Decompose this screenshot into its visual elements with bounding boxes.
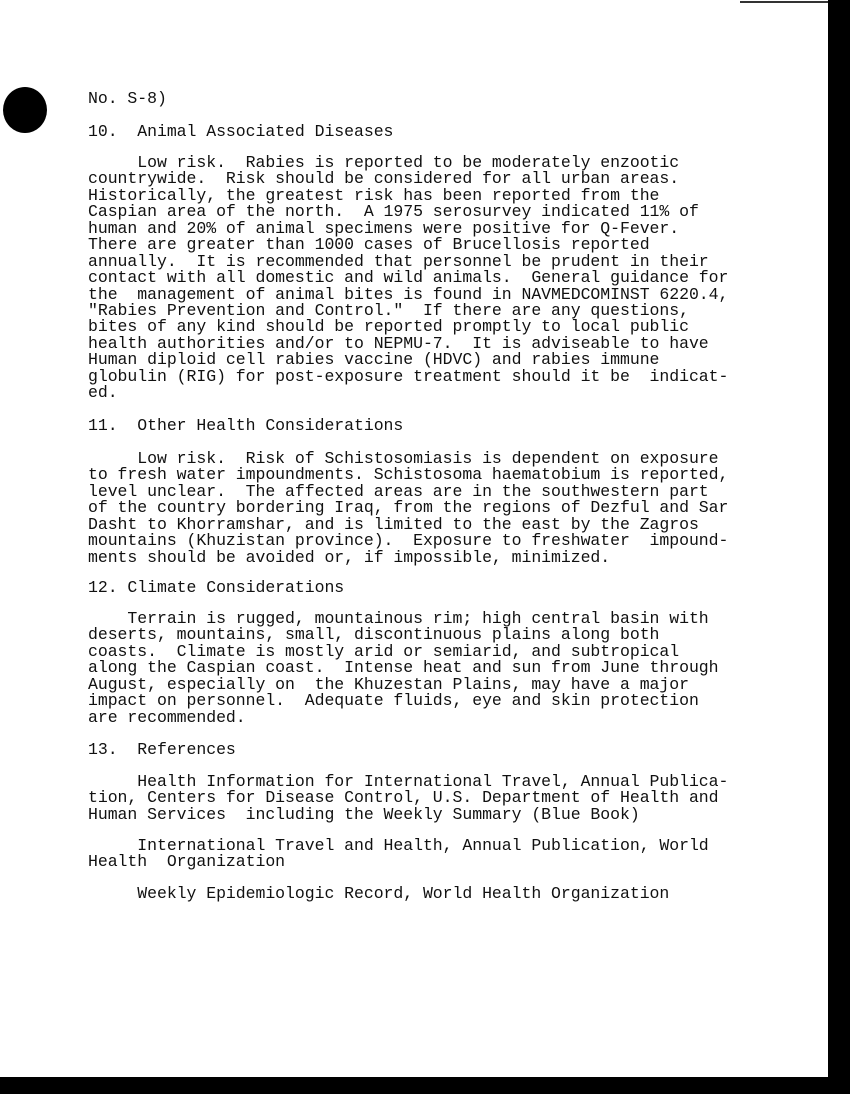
text-line: contact with all domestic and wild animals. General guidance for (88, 268, 729, 288)
section-heading: 13. References (88, 740, 236, 759)
text-line: level unclear. The affected areas are in the southwestern part (88, 481, 709, 501)
text-line: "Rabies Prevention and Control." If there are any questions, (88, 300, 689, 320)
text-line: along the Caspian coast. Intense heat and sun from June through (88, 658, 719, 678)
section-heading: 10. Animal Associated Diseases (88, 122, 394, 141)
page-header: No. S-8) (88, 89, 167, 108)
text-line: Health Organization (88, 852, 286, 872)
text-line: of the country bordering Iraq, from the regions of Dezful and Sar (88, 498, 729, 518)
paragraph (88, 838, 709, 871)
paragraph (88, 774, 728, 823)
paragraph (88, 611, 719, 726)
paragraph (88, 155, 728, 402)
text-line: are recommended. (88, 707, 246, 727)
text-line: tion, Centers for Disease Control, U.S. Department of Health and (88, 788, 719, 808)
text-line: Historically, the greatest risk has been reported from the (88, 185, 660, 205)
text-line: August, especially on the Khuzestan Plains, may have a major (88, 674, 689, 694)
text-line: to fresh water impoundments. Schistosoma haematobium is reported, (88, 465, 729, 485)
text-line: human and 20% of animal specimens were positive for Q-Fever. (88, 218, 680, 238)
scan-border-bottom (0, 1077, 850, 1094)
text-line: There are greater than 1000 cases of Brucellosis reported (88, 235, 650, 255)
text-line: Human diploid cell rabies vaccine (HDVC) and rabies immune (88, 350, 660, 370)
text-line: Caspian area of the north. A 1975 serosurvey indicated 11% of (88, 202, 699, 222)
text-line: Weekly Epidemiologic Record, World Health Organization (88, 884, 670, 903)
text-line: ments should be avoided or, if impossible, minimized. (88, 547, 611, 567)
text-line: Low risk. Risk of Schistosomiasis is dependent on exposure (88, 449, 719, 468)
section-heading: 11. Other Health Considerations (88, 416, 404, 435)
paragraph (88, 886, 669, 902)
scan-edge-line (740, 1, 830, 3)
text-line: impact on personnel. Adequate fluids, eye and skin protection (88, 691, 699, 711)
paragraph (88, 451, 728, 566)
text-line: health authorities and/or to NEPMU-7. It is adviseable to have (88, 333, 709, 353)
text-line: Health Information for International Travel, Annual Publica- (88, 772, 729, 791)
punch-hole (3, 87, 47, 133)
text-line: coasts. Climate is mostly arid or semiarid, and subtropical (88, 641, 680, 661)
text-line: globulin (RIG) for post-exposure treatment should it be indicat- (88, 366, 729, 386)
scan-border-right (828, 0, 850, 1094)
text-line: Terrain is rugged, mountainous rim; high central basin with (88, 609, 709, 628)
text-line: mountains (Khuzistan province). Exposure to freshwater impound- (88, 531, 729, 551)
text-line: countrywide. Risk should be considered for all urban areas. (88, 169, 680, 189)
text-line: deserts, mountains, small, discontinuous plains along both (88, 625, 660, 645)
text-line: ed. (88, 383, 118, 403)
text-line: bites of any kind should be reported promptly to local public (88, 317, 689, 337)
text-line: Low risk. Rabies is reported to be moderately enzootic (88, 153, 680, 172)
text-line: Dasht to Khorramshar, and is limited to the east by the Zagros (88, 514, 699, 534)
text-line: the management of animal bites is found in NAVMEDCOMINST 6220.4, (88, 284, 729, 304)
text-line: Human Services including the Weekly Summary (Blue Book) (88, 804, 640, 824)
text-line: International Travel and Health, Annual Publication, World (88, 836, 709, 855)
section-heading: 12. Climate Considerations (88, 578, 345, 597)
text-line: annually. It is recommended that personnel be prudent in their (88, 251, 709, 271)
